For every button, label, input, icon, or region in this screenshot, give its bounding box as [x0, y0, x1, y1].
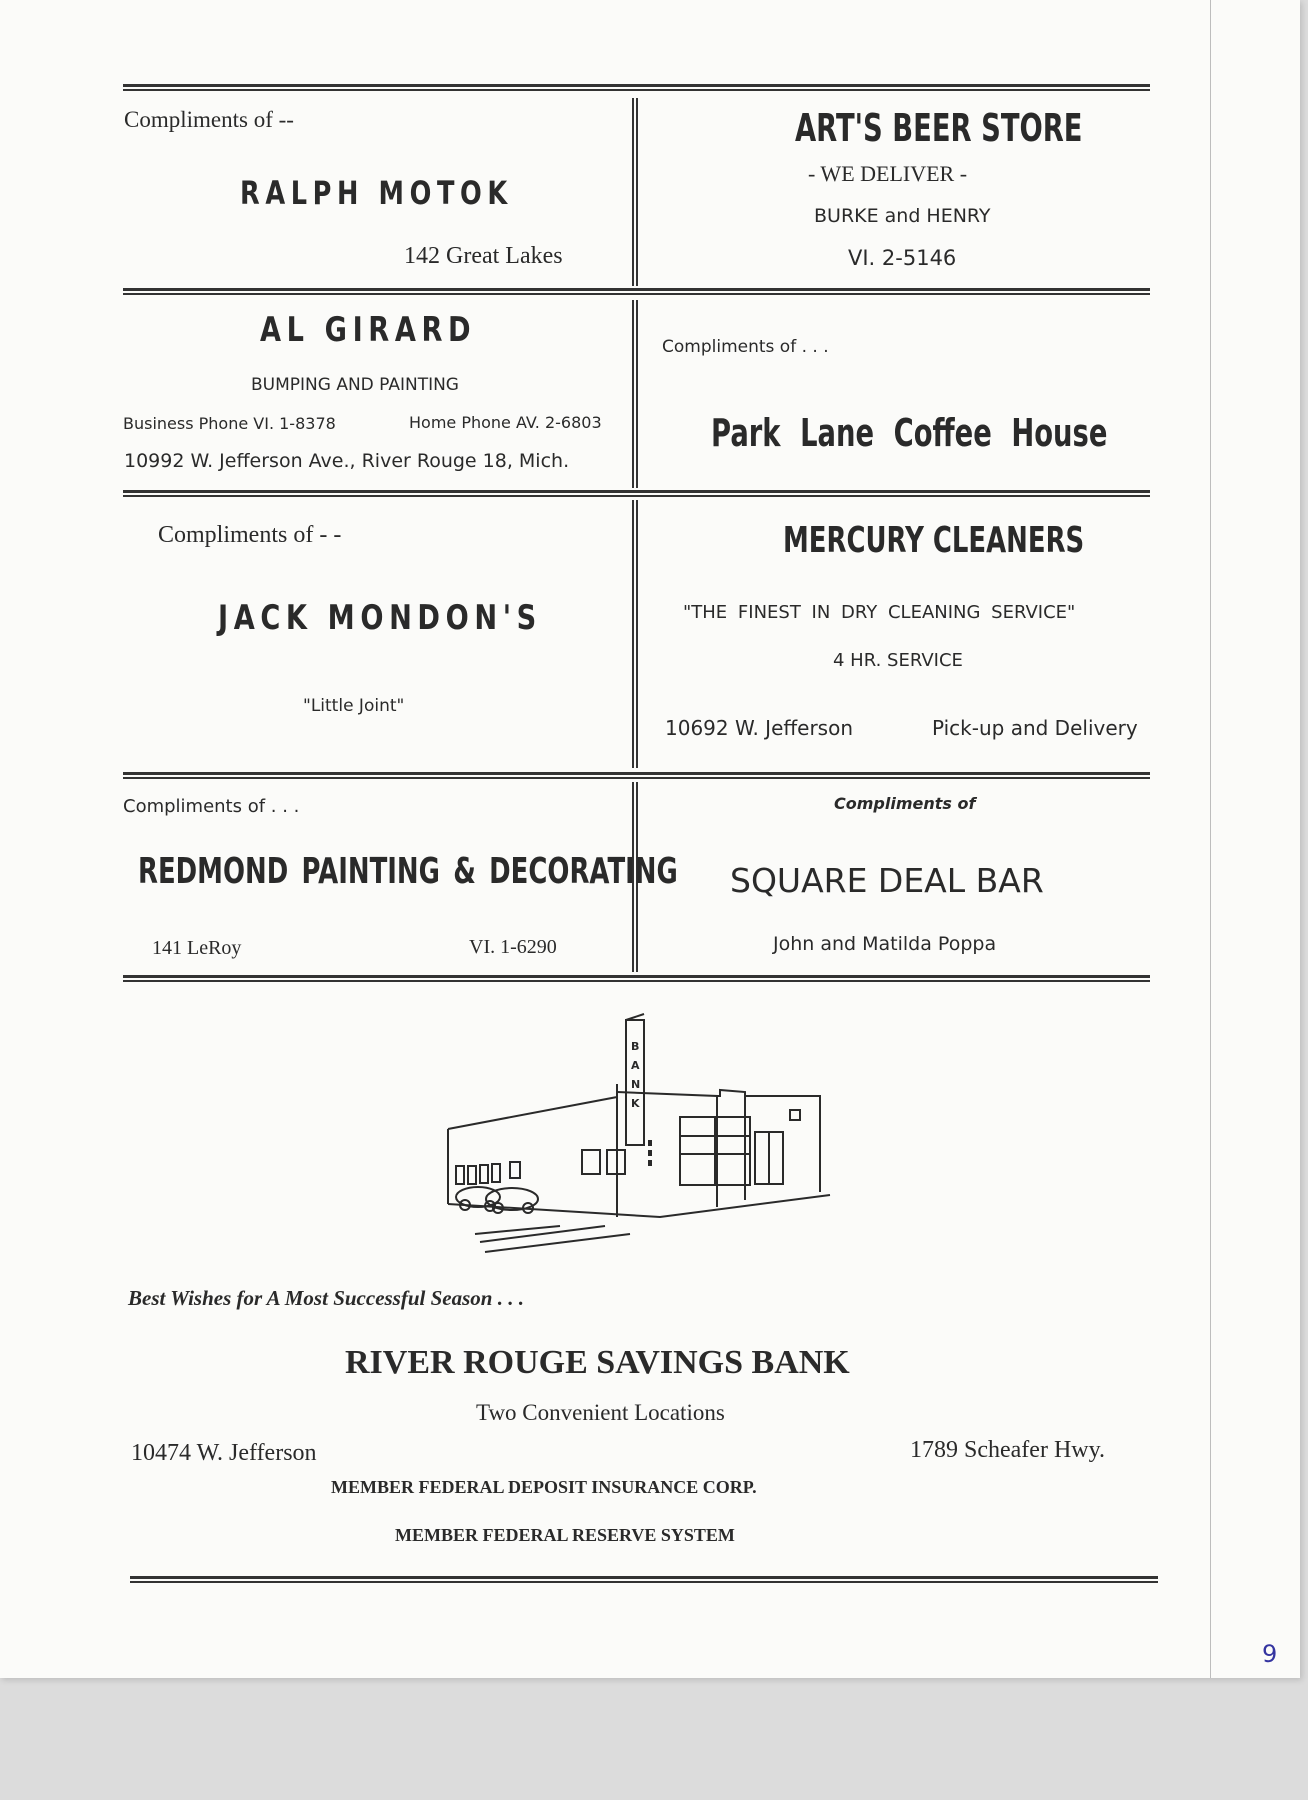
- service: 4 HR. SERVICE: [833, 650, 963, 671]
- bank-building-illustration: [440, 1012, 840, 1262]
- phone: VI. 2-5146: [848, 246, 957, 270]
- rule-bottom: [130, 1576, 1158, 1583]
- address: 141 LeRoy: [152, 937, 242, 959]
- business-phone: Business Phone VI. 1-8378: [123, 414, 336, 433]
- rule-top: [123, 84, 1150, 91]
- locations-label: Two Convenient Locations: [476, 1400, 725, 1425]
- bank-sign-text: [631, 1040, 640, 1110]
- nickname: "Little Joint": [303, 696, 405, 716]
- slogan: "THE FINEST IN DRY CLEANING SERVICE": [683, 602, 1076, 623]
- divider-row-2: [632, 300, 638, 488]
- compliments-text: Compliments of . . .: [662, 337, 829, 357]
- owners: John and Matilda Poppa: [773, 933, 997, 955]
- address: 142 Great Lakes: [404, 243, 563, 269]
- wishes-text: Best Wishes for A Most Successful Season . . .: [128, 1286, 524, 1310]
- tagline: - WE DELIVER -: [808, 161, 968, 186]
- business-name: AL GIRARD: [260, 310, 477, 350]
- rule-row-1: [123, 288, 1150, 295]
- divider-row-3: [632, 500, 638, 768]
- bank-sign-letter: K: [631, 1097, 640, 1110]
- location-2: 1789 Scheafer Hwy.: [910, 1437, 1106, 1463]
- member-fdic: MEMBER FEDERAL DEPOSIT INSURANCE CORP.: [331, 1477, 757, 1497]
- compliments-text: Compliments of --: [124, 107, 294, 132]
- location-1: 10474 W. Jefferson: [131, 1440, 317, 1466]
- compliments-text: Compliments of - -: [158, 522, 342, 548]
- compliments-text: Compliments of: [834, 794, 976, 813]
- business-name: JACK MONDON'S: [218, 598, 542, 638]
- member-frs: MEMBER FEDERAL RESERVE SYSTEM: [395, 1525, 735, 1545]
- bank-sign-letter: A: [631, 1059, 640, 1072]
- address: 10992 W. Jefferson Ave., River Rouge 18, Mich.: [124, 450, 570, 472]
- divider-row-1: [632, 98, 638, 286]
- business-name: REDMOND PAINTING & DECORATING: [138, 851, 678, 892]
- business-name: RALPH MOTOK: [240, 174, 513, 212]
- rule-row-3: [123, 772, 1150, 779]
- business-name: MERCURY CLEANERS: [783, 520, 1085, 561]
- page-number: 9: [1262, 1640, 1278, 1668]
- phone: VI. 1-6290: [469, 936, 557, 958]
- bank-sign-letter: B: [631, 1040, 640, 1053]
- address: 10692 W. Jefferson: [665, 716, 854, 740]
- bank-name: RIVER ROUGE SAVINGS BANK: [345, 1344, 850, 1381]
- delivery: Pick-up and Delivery: [932, 716, 1138, 740]
- business-name: SQUARE DEAL BAR: [730, 861, 1044, 900]
- compliments-text: Compliments of . . .: [123, 796, 300, 817]
- page-edge-line: [1210, 0, 1211, 1678]
- rule-row-2: [123, 490, 1150, 497]
- service: BUMPING AND PAINTING: [251, 375, 459, 395]
- business-name: ART'S BEER STORE: [795, 106, 1083, 150]
- bank-sign-letter: N: [631, 1078, 641, 1091]
- home-phone: Home Phone AV. 2-6803: [409, 413, 602, 432]
- business-name: Park Lane Coffee House: [711, 411, 1108, 455]
- location: BURKE and HENRY: [814, 205, 991, 227]
- rule-row-4: [123, 975, 1150, 982]
